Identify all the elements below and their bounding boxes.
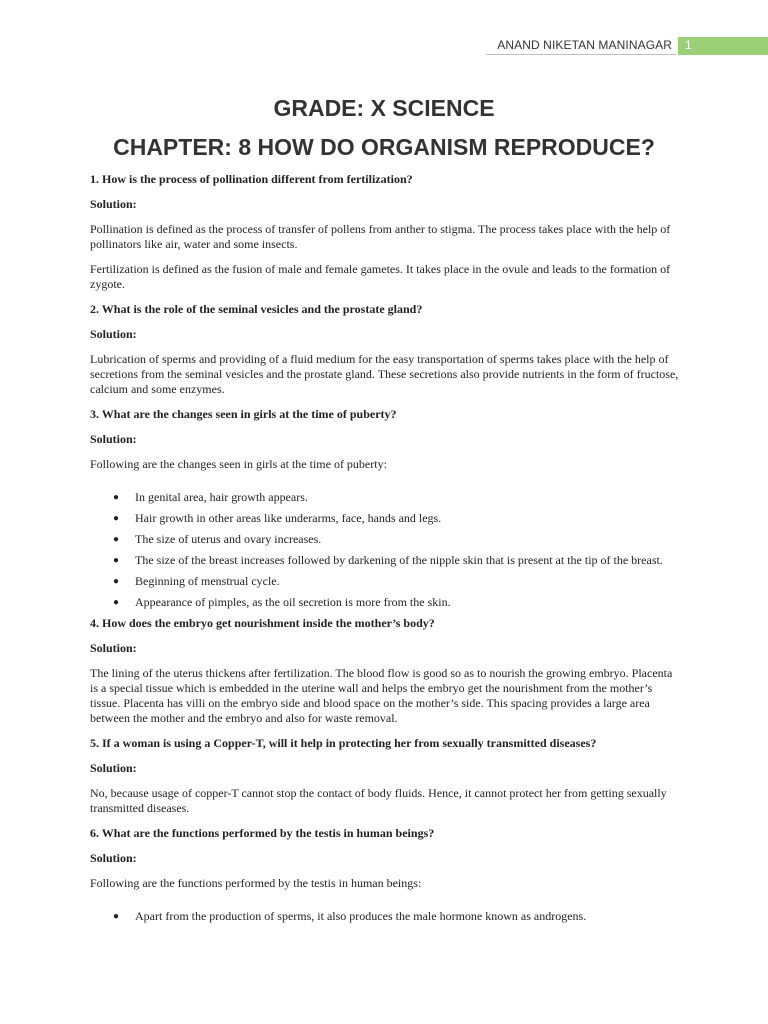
bullet-icon: ●	[113, 513, 120, 524]
list-item	[90, 909, 682, 924]
question-2: 2. What is the role of the seminal vesicles and the prostate gland?	[90, 302, 423, 316]
question-5: 5. If a woman is using a Copper-T, will it help in protecting her from sexually transmitted diseases?	[90, 736, 597, 750]
question-4: 4. How does the embryo get nourishment inside the mother’s body?	[90, 616, 435, 630]
solution-label: Solution:	[90, 851, 137, 865]
bullet-icon: ●	[113, 555, 120, 566]
answer-paragraph: Fertilization is defined as the fusion of male and female gametes. It takes place in the ovule and leads to the formation of zygote.	[90, 262, 671, 291]
answer-intro: Following are the functions performed by the testis in human beings:	[90, 876, 422, 890]
list-item-text: The size of the breast increases followed by darkening of the nipple skin that is present at the tip of the breast.	[135, 553, 663, 567]
solution-label: Solution:	[90, 197, 137, 211]
list-item-text: The size of uterus and ovary increases.	[135, 532, 322, 546]
solution-label: Solution:	[90, 761, 137, 775]
bullet-icon: ●	[113, 534, 120, 545]
question-6: 6. What are the functions performed by the testis in human beings?	[90, 826, 435, 840]
list-item-text: Appearance of pimples, as the oil secretion is more from the skin.	[135, 595, 451, 609]
list-item	[90, 553, 682, 568]
list-item-text: In genital area, hair growth appears.	[135, 490, 308, 504]
testis-functions-list	[90, 909, 682, 924]
chapter-title: CHAPTER: 8 HOW DO ORGANISM REPRODUCE?	[113, 134, 655, 160]
bullet-icon: ●	[113, 492, 120, 503]
answer-paragraph: The lining of the uterus thickens after fertilization. The blood flow is good so as to nourish the growing embryo. Placenta is a special tissue which is embedded in the uterine wall and helps the embryo get the nourishment from the mother’s tissue. Placenta has villi on the embryo side and blood space on the mother’s side. This spacing provides a large area between the mother and the embryo and also for waste removal.	[90, 666, 673, 725]
bullet-icon: ●	[113, 597, 120, 608]
solution-label: Solution:	[90, 641, 137, 655]
puberty-changes-list	[90, 490, 682, 610]
grade-title: GRADE: X SCIENCE	[273, 95, 495, 121]
list-item	[90, 532, 682, 547]
list-item	[90, 490, 682, 505]
list-item-text: Hair growth in other areas like underarms, face, hands and legs.	[135, 511, 442, 525]
page-number: 1	[685, 38, 692, 52]
bullet-icon: ●	[113, 911, 120, 922]
answer-paragraph: No, because usage of copper-T cannot stop the contact of body fluids. Hence, it cannot protect her from getting sexually transmitted diseases.	[90, 786, 667, 815]
answer-paragraph: Lubrication of sperms and providing of a fluid medium for the easy transportation of sperms takes place with the help of secretions from the seminal vesicles and the prostate gland. These secretions also provide nutrients in the form of fructose, calcium and some enzymes.	[90, 352, 679, 396]
list-item	[90, 595, 682, 610]
answer-paragraph: Pollination is defined as the process of transfer of pollens from anther to stigma. The process takes place with the help of pollinators like air, water and some insects.	[90, 222, 671, 251]
bullet-icon: ●	[113, 576, 120, 587]
answer-intro: Following are the changes seen in girls at the time of puberty:	[90, 457, 387, 471]
solution-label: Solution:	[90, 327, 137, 341]
list-item	[90, 574, 682, 589]
school-name: ANAND NIKETAN MANINAGAR	[497, 38, 672, 52]
list-item-text: Beginning of menstrual cycle.	[135, 574, 280, 588]
question-1: 1. How is the process of pollination different from fertilization?	[90, 172, 413, 186]
question-3: 3. What are the changes seen in girls at the time of puberty?	[90, 407, 397, 421]
list-item-text: Apart from the production of sperms, it also produces the male hormone known as androgens.	[135, 909, 587, 923]
page-number-badge	[678, 37, 768, 55]
document-body	[90, 172, 682, 930]
list-item	[90, 511, 682, 526]
solution-label: Solution:	[90, 432, 137, 446]
